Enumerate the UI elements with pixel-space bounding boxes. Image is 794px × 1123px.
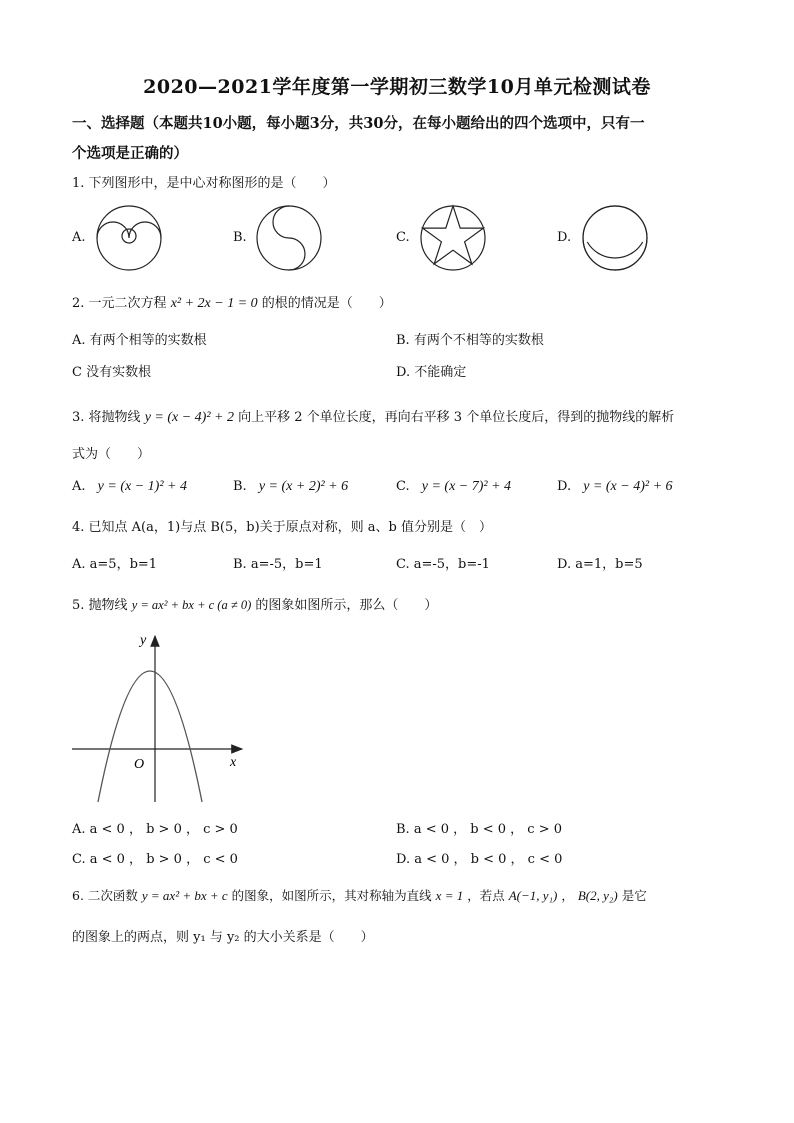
q5-equation: y = ax² + bx + c (a ≠ 0) — [131, 598, 252, 612]
q5-option-d: D. a < 0 ， b < 0 ， c < 0 — [396, 852, 563, 867]
q2-stem — [72, 292, 392, 312]
q1-figure-b — [254, 203, 324, 273]
q3-option-a-label: A. — [72, 479, 86, 494]
q2-option-b: B. 有两个不相等的实数根 — [396, 333, 544, 348]
q4-option-c: C. a=-5，b=-1 — [396, 557, 490, 572]
q2-stem-pre: 2. 一元二次方程 — [72, 296, 167, 311]
q3-option-c — [396, 479, 511, 495]
q3-stem-line1 — [72, 406, 674, 426]
q5-stem — [72, 594, 437, 613]
q3-option-a-value: y = (x − 1)² + 4 — [97, 479, 187, 494]
origin-label: O — [134, 757, 145, 772]
q5-pre: 5. 抛物线 — [72, 598, 128, 613]
q3-post: 向上平移 2 个单位长度，再向右平移 3 个单位长度后，得到的抛物线的解析 — [238, 410, 675, 425]
q2-option-c: C 没有实数根 — [72, 365, 152, 380]
q6-stem-line2: 的图象上的两点，则 y₁ 与 y₂ 的大小关系是（ ） — [72, 930, 374, 945]
q1-option-b-label: B. — [233, 230, 247, 245]
q6-mid: 的图象，如图所示，其对称轴为直线 — [231, 888, 432, 903]
q3-option-d-label: D. — [557, 479, 572, 494]
q3-option-d-value: y = (x − 4)² + 6 — [583, 479, 673, 494]
q6-stem-line1 — [72, 886, 647, 904]
q6-post: 是它 — [621, 888, 647, 903]
q4-option-a: A. a=5，b=1 — [72, 557, 158, 572]
q5-option-b: B. a < 0 ， b < 0 ， c > 0 — [396, 822, 562, 837]
q1-option-a-label: A. — [72, 230, 86, 245]
page-title: 2020—2021学年度第一学期初三数学10月单元检测试卷 — [143, 76, 651, 98]
q5-post: 的图象如图所示，那么（ ） — [255, 598, 438, 613]
q6-point-b: B(2, y₂) — [577, 888, 618, 903]
q4-stem: 4. 已知点 A(a，1)与点 B(5，b)关于原点对称，则 a、b 值分别是（ ） — [72, 520, 492, 535]
q5-option-c: C. a < 0 ， b > 0 ， c < 0 — [72, 852, 238, 867]
q2-option-d: D. 不能确定 — [396, 365, 467, 380]
q3-option-a — [72, 479, 187, 495]
section-heading-line1: 一、选择题（本题共10小题，每小题3分，共30分，在每小题给出的四个选项中，只有一 — [72, 115, 645, 132]
q6-equation: y = ax² + bx + c — [141, 888, 228, 903]
q2-equation: x² + 2x − 1 = 0 — [170, 296, 258, 311]
q3-option-b — [233, 479, 348, 495]
q4-option-b: B. a=-5，b=1 — [233, 557, 323, 572]
q1-figure-a — [94, 203, 164, 273]
q3-stem-line2: 式为（ ） — [72, 447, 151, 462]
q5-option-a: A. a < 0 ， b > 0 ， c > 0 — [72, 822, 238, 837]
q1-figure-c — [418, 203, 488, 273]
q3-option-b-value: y = (x + 2)² + 6 — [258, 479, 349, 494]
q4-option-d: D. a=1，b=5 — [557, 557, 643, 572]
q3-option-b-label: B. — [233, 479, 247, 494]
q1-figure-d — [580, 203, 650, 273]
q3-option-d — [557, 479, 673, 495]
q1-option-d-label: D. — [557, 230, 572, 245]
q3-equation: y = (x − 4)² + 2 — [144, 410, 234, 425]
parabola-curve — [98, 671, 202, 802]
q1-option-c-label: C. — [396, 230, 410, 245]
q6-pre: 6. 二次函数 — [72, 888, 138, 903]
q6-axis: x = 1 — [435, 888, 464, 903]
q5-parabola-graph — [66, 630, 246, 808]
q6-sep: ， — [561, 888, 574, 903]
q6-point-a: A(−1, y₁) — [508, 888, 558, 903]
q3-option-c-value: y = (x − 7)² + 4 — [421, 479, 512, 494]
x-axis-label: x — [230, 755, 237, 770]
q2-stem-post: 的根的情况是（ ） — [261, 296, 392, 311]
q6-mid2: ，若点 — [467, 888, 505, 903]
y-axis-label: y — [140, 633, 147, 648]
q2-option-a: A. 有两个相等的实数根 — [72, 333, 207, 348]
q1-stem: 1. 下列图形中，是中心对称图形的是（ ） — [72, 176, 336, 191]
q3-pre: 3. 将抛物线 — [72, 410, 141, 425]
section-heading-line2: 个选项是正确的） — [72, 145, 188, 162]
q3-option-c-label: C. — [396, 479, 410, 494]
